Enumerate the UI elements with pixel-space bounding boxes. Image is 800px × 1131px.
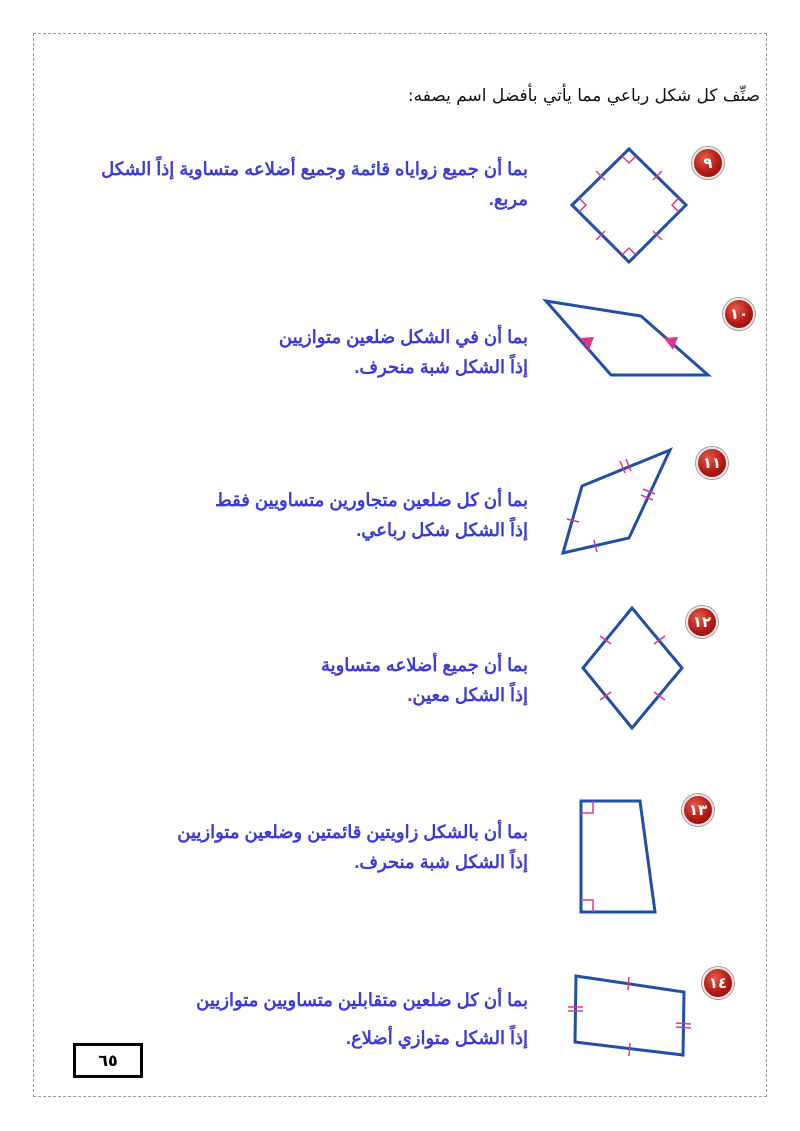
instruction-text: صنِّف كل شكل رباعي مما يأتي بأفضل اسم يصفه: (407, 86, 760, 106)
problem-number-badge: ١١ (696, 447, 728, 479)
kite-figure (555, 442, 680, 562)
answer-line: إذاً الشكل شبة منحرف. (354, 852, 528, 872)
answer-line: إذاً الشكل معين. (407, 685, 528, 705)
answer-line: بما أن بالشكل زاويتين قائمتين وضلعين متوازيين (177, 822, 528, 842)
trapezoid-figure (540, 295, 715, 385)
answer-line: بما أن في الشكل ضلعين متوازيين (278, 327, 528, 347)
problem-number-badge: ١٤ (702, 967, 734, 999)
answer-line: إذاً الشكل متوازي أضلاع. (345, 1028, 528, 1048)
answer-text (101, 154, 528, 214)
answer-line: إذاً الشكل شكل رباعي. (356, 520, 528, 540)
answer-line: إذاً الشكل شبة منحرف. (354, 357, 528, 377)
problem-number-badge: ١٣ (682, 794, 714, 826)
answer-line: بما أن كل ضلعين متجاورين متساويين فقط (215, 490, 528, 510)
problem-number-badge: ١٠ (723, 298, 755, 330)
parallelogram-figure (565, 965, 695, 1065)
answer-line: بما أن جميع زواياه قائمة وجميع أضلاعه متساوية إذاً الشكل (101, 159, 528, 179)
rhombus-figure (576, 600, 691, 735)
answer-line: بما أن كل ضلعين متقابلين متساويين متوازيين (196, 990, 528, 1010)
answer-text (215, 485, 528, 545)
answer-text (279, 322, 528, 382)
page-number: ٦٥ (73, 1043, 143, 1078)
right-trapezoid-figure (572, 793, 667, 921)
square-figure (565, 142, 695, 267)
answer-line: بما أن جميع أضلاعه متساوية (320, 655, 528, 675)
answer-text (177, 817, 528, 877)
answer-line: مربع. (488, 189, 528, 209)
problem-number-badge: ٩ (692, 147, 724, 179)
problem-number-badge: ١٢ (686, 606, 718, 638)
answer-text (321, 650, 528, 710)
answer-text (196, 985, 528, 1053)
